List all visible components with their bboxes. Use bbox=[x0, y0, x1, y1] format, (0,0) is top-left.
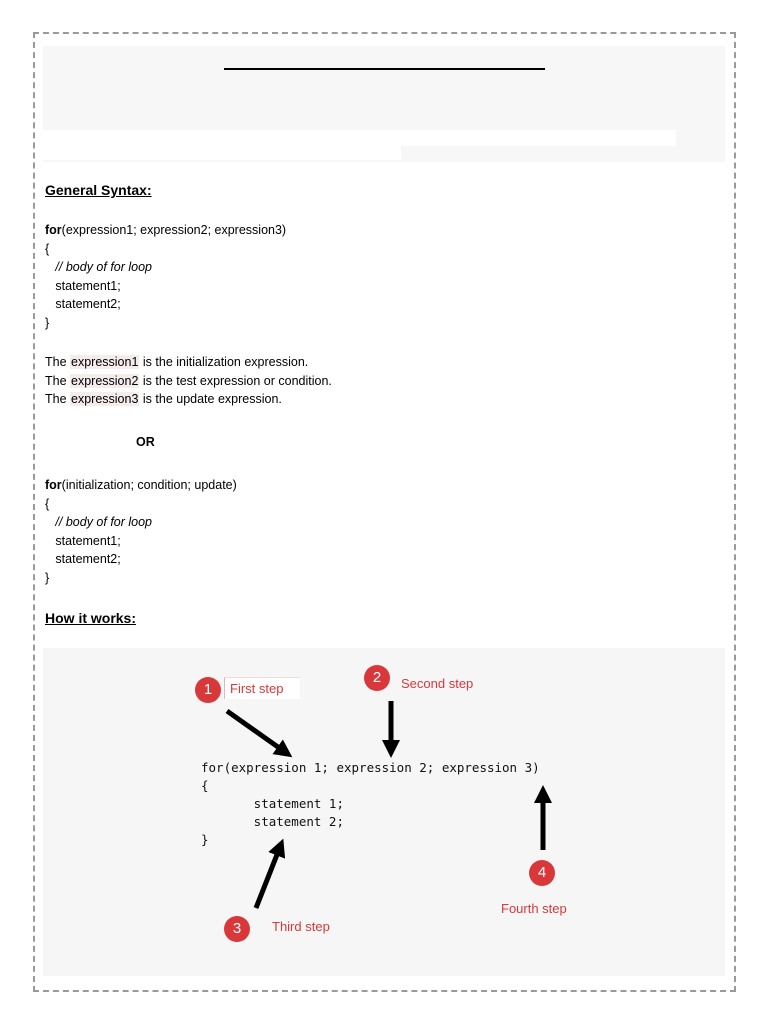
code-line: statement2; bbox=[45, 552, 121, 566]
for-keyword: for bbox=[45, 478, 62, 492]
description-text: The bbox=[45, 355, 71, 369]
code-line: statement2; bbox=[45, 297, 121, 311]
description-text: is the initialization expression. bbox=[139, 355, 309, 369]
general-syntax-heading: General Syntax: bbox=[45, 182, 152, 198]
step-1-label: First step bbox=[230, 681, 284, 696]
first-step-arrow bbox=[227, 711, 285, 752]
diagram-code-line: } bbox=[201, 832, 209, 847]
for-keyword: for bbox=[45, 223, 62, 237]
step-2-label: Second step bbox=[401, 676, 474, 691]
code-comment: // body of for loop bbox=[45, 260, 153, 274]
diagram-code-line: statement 1; bbox=[201, 796, 344, 811]
code-comment: // body of for loop bbox=[45, 515, 153, 529]
diagram-code-line: for(expression 1; expression 2; expression 3) bbox=[201, 760, 540, 775]
description-text: is the test expression or condition. bbox=[139, 373, 332, 388]
how-it-works-heading: How it works: bbox=[45, 610, 137, 626]
description-text: The bbox=[45, 392, 71, 406]
description-text: is the update expression. bbox=[139, 392, 282, 406]
code-line: statement1; bbox=[45, 278, 121, 293]
code-line: statement1; bbox=[45, 533, 121, 548]
expression-term: expression3 bbox=[71, 392, 139, 406]
or-separator: OR bbox=[136, 435, 155, 449]
code-line: } bbox=[45, 315, 50, 330]
code-line: { bbox=[45, 241, 50, 256]
step-4-label: Fourth step bbox=[501, 901, 567, 916]
code-text: (expression1; expression2; expression3) bbox=[61, 223, 287, 237]
step-1-badge: 1 bbox=[195, 677, 221, 703]
step-3-label: Third step bbox=[272, 919, 330, 934]
code-text: (initialization; condition; update) bbox=[61, 478, 237, 492]
third-step-arrow bbox=[256, 847, 280, 908]
expression-term: expression2 bbox=[71, 373, 139, 388]
expression-term: expression1 bbox=[71, 355, 139, 369]
code-line: } bbox=[45, 570, 50, 585]
description-text: The bbox=[45, 373, 71, 388]
step-4-badge: 4 bbox=[529, 860, 555, 886]
step-3-badge: 3 bbox=[224, 916, 250, 942]
diagram-code-line: { bbox=[201, 778, 209, 793]
step-2-badge: 2 bbox=[364, 665, 390, 691]
code-line: { bbox=[45, 496, 50, 511]
diagram-code-line: statement 2; bbox=[201, 814, 344, 829]
